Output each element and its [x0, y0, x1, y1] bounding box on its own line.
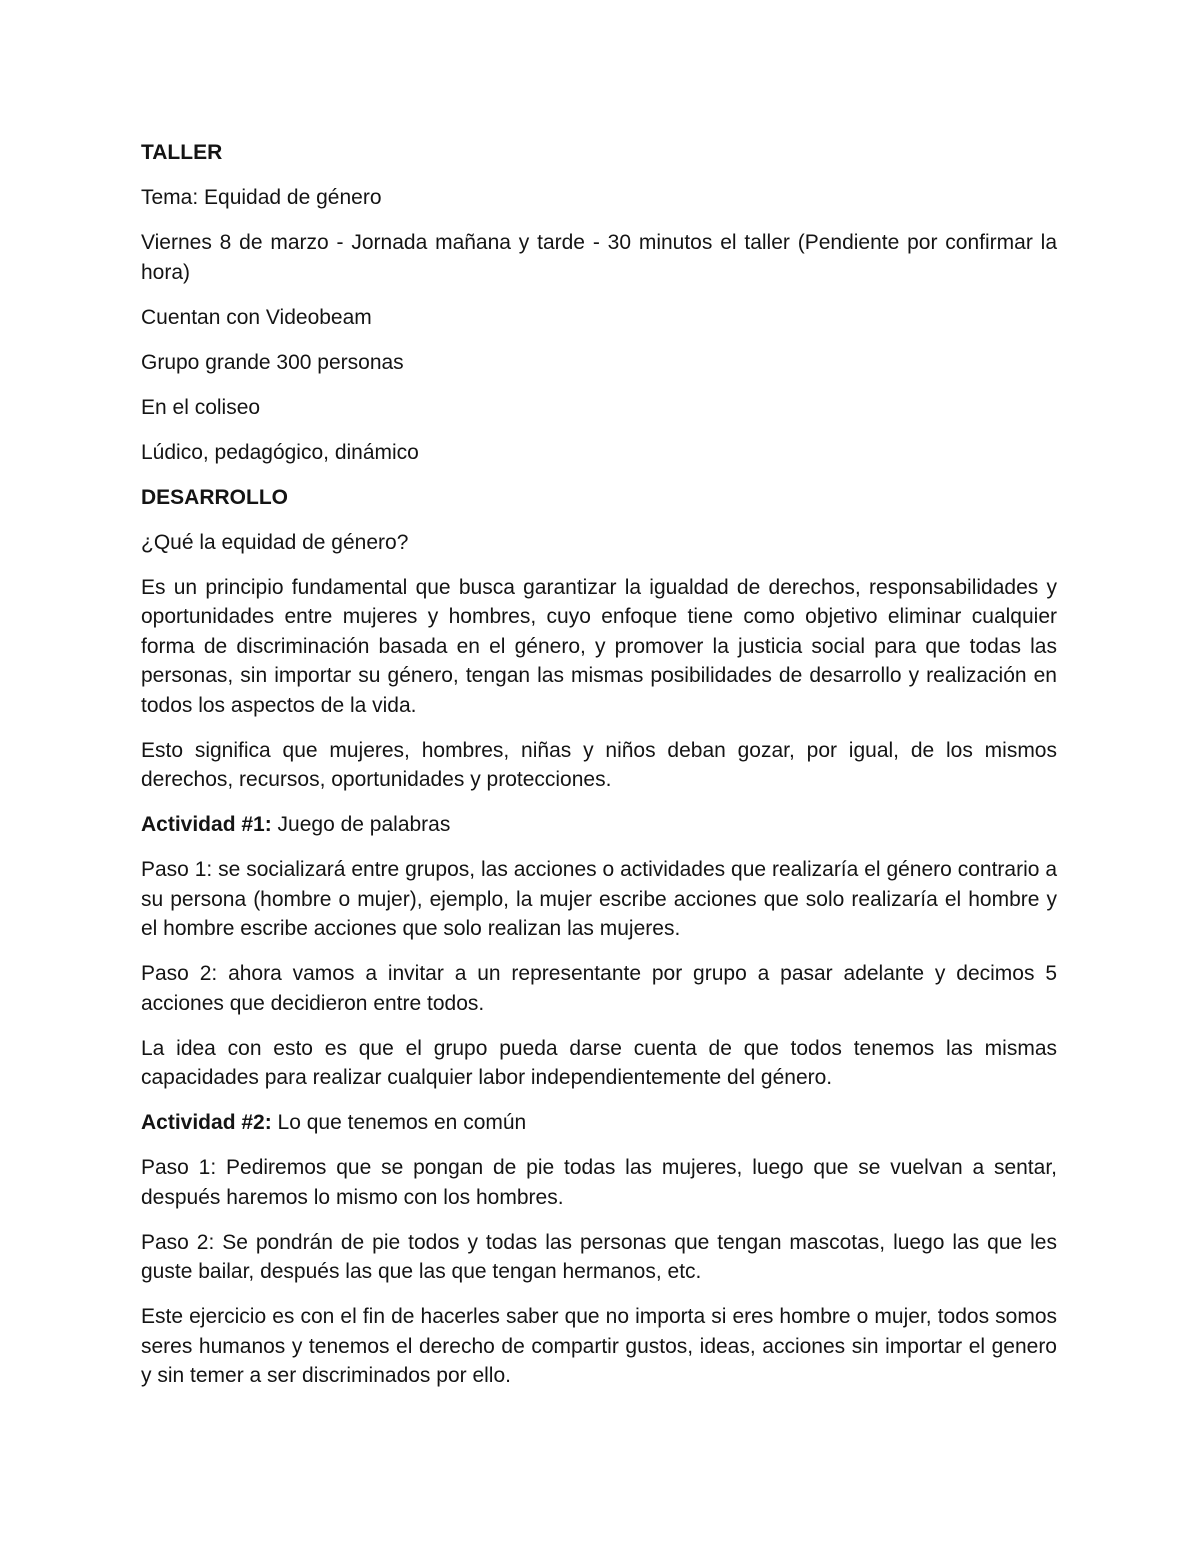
actividad2-fin: Este ejercicio es con el fin de hacerles saber que no importa si eres hombre o mujer, todos somos seres humanos y tenemos el derecho de compartir gustos, ideas, acciones sin importar el genero y sin temer a ser discriminados por ello. [141, 1305, 1057, 1387]
significado-paragraph: Esto significa que mujeres, hombres, niñas y niños deban gozar, por igual, de los mismos derechos, recursos, oportunidades y protecciones. [141, 738, 1057, 791]
tema-line: Tema: Equidad de género [141, 186, 382, 209]
actividad1-paso2: Paso 2: ahora vamos a invitar a un representante por grupo a pasar adelante y decimos 5 acciones que decidieron entre todos. [141, 962, 1057, 1015]
desarrollo-heading: DESARROLLO [141, 485, 288, 509]
fecha-line: Viernes 8 de marzo - Jornada mañana y tarde - 30 minutos el taller (Pendiente por confirmar la hora) [141, 231, 1057, 284]
actividad1-label: Actividad #1: [141, 813, 272, 836]
document-title: TALLER [141, 141, 223, 164]
actividad1-title: Juego de palabras [271, 813, 451, 836]
estilo-line: Lúdico, pedagógico, dinámico [141, 440, 419, 464]
recursos-line: Cuentan con Videobeam [141, 305, 372, 329]
actividad1-heading [141, 810, 1057, 840]
lugar-line: En el coliseo [141, 395, 261, 419]
actividad2-paso1: Paso 1: Pediremos que se pongan de pie todas las mujeres, luego que se vuelvan a sentar, después haremos lo mismo con los hombres. [141, 1156, 1057, 1209]
document-page [141, 138, 1057, 1406]
actividad2-label: Actividad #2: [141, 1111, 272, 1134]
actividad1-idea: La idea con esto es que el grupo pueda darse cuenta de que todos tenemos las mismas capacidades para realizar cualquier labor independientemente del género. [141, 1036, 1057, 1089]
actividad1-paso1: Paso 1: se socializará entre grupos, las acciones o actividades que realizaría el género contrario a su persona (hombre o mujer), ejemplo, la mujer escribe acciones que solo realizaría el hombre y el hombre escribe acciones que solo realizan las mujeres. [141, 858, 1057, 940]
pregunta-line: ¿Qué la equidad de género? [141, 530, 409, 554]
actividad2-paso2: Paso 2: Se pondrán de pie todos y todas las personas que tengan mascotas, luego las que les guste bailar, después las que las que tengan hermanos, etc. [141, 1230, 1057, 1283]
grupo-line: Grupo grande 300 personas [141, 350, 404, 374]
actividad2-heading [141, 1108, 1057, 1138]
definicion-paragraph: Es un principio fundamental que busca garantizar la igualdad de derechos, responsabilidades y oportunidades entre mujeres y hombres, cuyo enfoque tiene como objetivo eliminar cualquier forma de discriminación basada en el género, y promover la justicia social para que todas las personas, sin importar su género, tengan las mismas posibilidades de desarrollo y realización en todos los aspectos de la vida. [141, 575, 1057, 717]
actividad2-title: Lo que tenemos en común [271, 1111, 527, 1134]
